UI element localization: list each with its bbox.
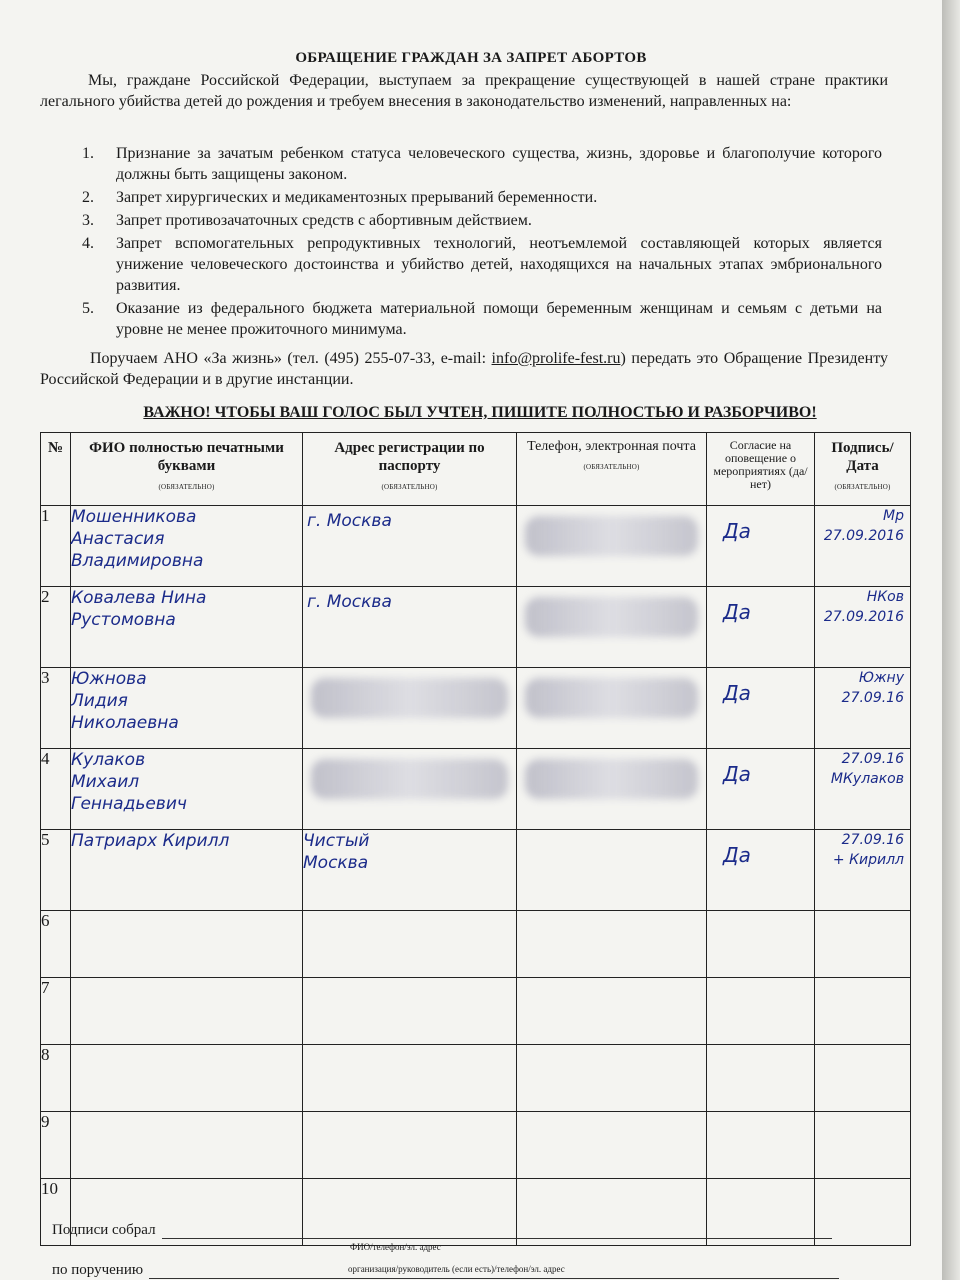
demand-text: Запрет вспомогательных репродуктивных технологий, неотъемлемой составляющей которых является унижение человеческого достоинства и убийство детей, находящихся на начальных этапах эмбрионального развития.	[116, 235, 882, 294]
table-row	[41, 668, 911, 749]
assignment-label: по поручению	[52, 1262, 144, 1278]
warning-banner: ВАЖНО! ЧТОБЫ ВАШ ГОЛОС БЫЛ УЧТЕН, ПИШИТЕ ПОЛНОСТЬЮ И РАЗБОРЧИВО!	[143, 404, 817, 421]
demand-number: 1.	[82, 145, 94, 162]
contact-cell[interactable]	[517, 587, 707, 668]
name-cell[interactable]: Южнова Лидия Николаевна	[71, 668, 303, 749]
redacted-contact	[525, 759, 698, 799]
address-cell[interactable]	[303, 978, 517, 1045]
demand-text: Оказание из федерального бюджета материальной помощи беременным женщинам и семьям с детьми на уровне не менее прожиточного минимума.	[116, 300, 882, 338]
signature-cell[interactable]	[815, 1112, 911, 1179]
name-cell[interactable]	[71, 978, 303, 1045]
row-number: 3	[41, 668, 71, 749]
document-title: ОБРАЩЕНИЕ ГРАЖДАН ЗА ЗАПРЕТ АБОРТОВ	[295, 50, 647, 66]
address-cell[interactable]	[303, 1045, 517, 1112]
instruction-paragraph	[40, 348, 888, 390]
address-cell[interactable]	[303, 749, 517, 830]
redacted-contact	[525, 597, 698, 637]
row-number: 5	[41, 830, 71, 911]
collector-field[interactable]	[162, 1224, 832, 1239]
redacted-contact	[525, 516, 698, 556]
demand-number: 2.	[82, 189, 94, 206]
consent-cell[interactable]: Да	[707, 668, 815, 749]
demands-list	[82, 143, 882, 342]
redacted-contact	[525, 678, 698, 718]
contact-cell[interactable]	[517, 830, 707, 911]
signature-cell[interactable]: 27.09.16 + Кирилл	[815, 830, 911, 911]
row-number: 8	[41, 1045, 71, 1112]
row-number: 6	[41, 911, 71, 978]
contact-cell[interactable]	[517, 668, 707, 749]
instruction-text-start: Поручаем АНО «За жизнь» (тел. (495) 255-07-33, e-mail:	[90, 350, 492, 367]
consent-cell[interactable]: Да	[707, 506, 815, 587]
row-number: 9	[41, 1112, 71, 1179]
email-link[interactable]: info@prolife-fest.ru	[491, 350, 621, 367]
address-cell[interactable]: г. Москва	[303, 506, 517, 587]
row-number: 10	[41, 1179, 71, 1246]
row-number: 1	[41, 506, 71, 587]
name-cell[interactable]	[71, 1045, 303, 1112]
consent-cell[interactable]	[707, 978, 815, 1045]
page-edge	[942, 0, 960, 1280]
assignment-caption: организация/руководитель (если есть)/телефон/эл. адрес	[348, 1264, 565, 1274]
consent-cell[interactable]: Да	[707, 587, 815, 668]
collector-line	[52, 1222, 832, 1252]
header-address: Адрес регистрации по паспорту (ОБЯЗАТЕЛЬНО)	[303, 433, 517, 506]
demand-item	[82, 143, 882, 185]
table-header	[41, 433, 911, 506]
table-row	[41, 1045, 911, 1112]
address-cell[interactable]	[303, 668, 517, 749]
signature-cell[interactable]: Мр 27.09.2016	[815, 506, 911, 587]
redacted-address	[311, 678, 508, 718]
address-cell[interactable]	[303, 1112, 517, 1179]
name-cell[interactable]	[71, 1112, 303, 1179]
table-row	[41, 1112, 911, 1179]
name-cell[interactable]	[71, 911, 303, 978]
table-row	[41, 978, 911, 1045]
row-number: 2	[41, 587, 71, 668]
contact-cell[interactable]	[517, 1045, 707, 1112]
consent-cell[interactable]: Да	[707, 749, 815, 830]
demand-text: Запрет хирургических и медикаментозных прерываний беременности.	[116, 189, 598, 206]
demand-text: Запрет противозачаточных средств с абортивным действием.	[116, 212, 532, 229]
signature-cell[interactable]: 27.09.16 МКулаков	[815, 749, 911, 830]
contact-cell[interactable]	[517, 978, 707, 1045]
name-cell[interactable]: Патриарх Кирилл	[71, 830, 303, 911]
demand-item	[82, 298, 882, 340]
demand-item	[82, 233, 882, 296]
signature-cell[interactable]: Южну 27.09.16	[815, 668, 911, 749]
signature-cell[interactable]	[815, 911, 911, 978]
header-num: №	[41, 433, 71, 506]
name-cell[interactable]: Ковалева Нина Рустомовна	[71, 587, 303, 668]
address-cell[interactable]	[303, 911, 517, 978]
address-cell[interactable]: г. Москва	[303, 587, 517, 668]
header-contact: Телефон, электронная почта (ОБЯЗАТЕЛЬНО)	[517, 433, 707, 506]
address-cell[interactable]: Чистый Москва	[303, 830, 517, 911]
header-name: ФИО полностью печатными буквами (ОБЯЗАТЕЛЬНО)	[71, 433, 303, 506]
contact-cell[interactable]	[517, 1112, 707, 1179]
header-sign: Подпись/ Дата (ОБЯЗАТЕЛЬНО)	[815, 433, 911, 506]
row-number: 7	[41, 978, 71, 1045]
collector-caption: ФИО/телефон/эл. адрес	[350, 1242, 441, 1252]
signature-cell[interactable]: НКов 27.09.2016	[815, 587, 911, 668]
demand-number: 3.	[82, 212, 94, 229]
consent-cell[interactable]	[707, 1112, 815, 1179]
demand-item	[82, 210, 882, 231]
header-consent: Согласие на оповещение о мероприятиях (да/нет)	[707, 433, 815, 506]
demand-number: 5.	[82, 300, 94, 317]
redacted-address	[311, 759, 508, 799]
collector-label: Подписи собрал	[52, 1222, 156, 1238]
table-row	[41, 830, 911, 911]
contact-cell[interactable]	[517, 911, 707, 978]
table-row	[41, 506, 911, 587]
consent-cell[interactable]	[707, 911, 815, 978]
table-row	[41, 587, 911, 668]
row-number: 4	[41, 749, 71, 830]
demand-text: Признание за зачатым ребенком статуса человеческого существа, жизнь, здоровье и благополучие которого должны быть защищены законом.	[116, 145, 882, 183]
consent-cell[interactable]: Да	[707, 830, 815, 911]
signature-cell[interactable]	[815, 1045, 911, 1112]
name-cell[interactable]: Кулаков Михаил Геннадьевич	[71, 749, 303, 830]
name-cell[interactable]: Мошенникова Анастасия Владимировна	[71, 506, 303, 587]
signature-table	[40, 432, 911, 1246]
contact-cell[interactable]	[517, 506, 707, 587]
intro-text: Мы, граждане Российской Федерации, выступаем за прекращение существующей в нашей стране практики легального убийства детей до рождения и требуем внесения в законодательство изменений, направленных на:	[40, 72, 888, 110]
table-row	[41, 749, 911, 830]
contact-cell[interactable]	[517, 749, 707, 830]
instruction-text-end: ) передать это Обращение Президенту Российской Федерации и в другие инстанции.	[40, 350, 888, 388]
demand-item	[82, 187, 882, 208]
intro-paragraph	[40, 70, 888, 112]
consent-cell[interactable]	[707, 1045, 815, 1112]
demand-number: 4.	[82, 235, 94, 252]
signature-cell[interactable]	[815, 978, 911, 1045]
table-row	[41, 911, 911, 978]
